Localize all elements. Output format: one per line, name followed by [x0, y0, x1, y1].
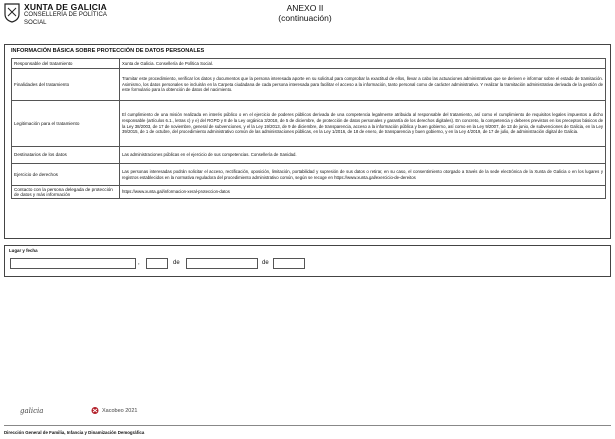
xacobeo-text: Xacobeo 2021 — [102, 407, 138, 414]
row-value: Las personas interesadas podrán solicitar el acceso, rectificación, oposición, limitación, portabilidad y supresión de sus datos o retirar, en su caso, el consentimiento otorgado a través de la sede electrónica de la Xunta de Galicia o en los lugares y registros establecidos en la normativa reguladora del procedimiento administrativo común, según se recoge en https://www.xunta.gal/exercicio-de-dereitos — [120, 164, 606, 186]
data-protection-panel — [4, 44, 611, 239]
row-label: Contacto con la persona delegada de protección de datos y más información — [12, 186, 120, 199]
place-input[interactable] — [10, 258, 136, 269]
xunta-shield-icon — [4, 3, 20, 23]
footer-logos — [0, 403, 615, 423]
row-value: El cumplimiento de una misión realizada en interés público o en el ejercicio de poderes públicos derivada de una competencia legalmente atribuida al responsable del tratamiento, así como el cumplimiento de requisitos legales impuestos a dicho responsable (artículos 6.1., letras c) y e) del RGPD y 8 de la Ley orgánica 3/2018, de 5 de diciembre, de protección de datos personales y garantía de los derechos digitales). En concreto, la competencia y deberes previstos en los preceptos básicos de la Ley 38/2003, de 17 de noviembre, general de subvenciones, y el la Ley 19/2013, de 9 de diciembre, de transparencia, acceso a la información pública y buen gobierno, así como en la Ley 9/2007, de 13 de junio, de subvenciones de Galicia, en la Ley 39/2015, de 1 de octubre, del procedimiento administrativo común de las administraciones públicas, en la Ley 1/2016, de 18 de enero, de transparencia y buen gobierno, y en la Ley 4/2019, de 17 de julio, de administración digital de Galicia. — [120, 101, 606, 147]
row-value: Las administraciones públicas en el ejercicio de sus competencias. Consellería de Sanidad. — [120, 147, 606, 164]
de-label-2: de — [262, 260, 269, 266]
row-value: Tramitar este procedimiento, verificar los datos y documentos que la persona interesada aporte en su solicitud para comprobar la exactitud de ellos, llevar a cabo las actuaciones administrativas que se deriven e informar sobre el estado de tramitación. Asimismo, los datos personales se incluirán en la Carpeta ciudadana de cada persona interesada para facilitar el acceso a la información, tanto personal como de carácter administrativo. Y realizar la tramitación administrativa derivada de la gestión de este formulario para la obtención de datos del nacimiento. — [120, 69, 606, 101]
day-input[interactable] — [146, 258, 168, 269]
year-input[interactable] — [273, 258, 305, 269]
footer-department: Dirección General de Familia, Infancia y Dinamización Demográfica — [4, 430, 145, 435]
footer-divider — [4, 425, 611, 426]
de-label-1: de — [173, 260, 180, 266]
annex-subtitle: (continuación) — [278, 13, 332, 23]
row-label: Legitimación para el tratamiento — [12, 101, 120, 147]
row-label: Responsable del tratamiento — [12, 59, 120, 69]
org-subtitle-2: SOCIAL — [24, 19, 47, 26]
org-subtitle-1: CONSELLERÍA DE POLÍTICA — [24, 12, 107, 18]
place-date-section — [4, 245, 611, 277]
table-row — [12, 147, 606, 164]
comma-separator: , — [138, 260, 140, 266]
xunta-logo — [4, 2, 107, 27]
place-date-label: Lugar y fecha — [9, 248, 38, 253]
page-header — [0, 0, 615, 42]
table-row — [12, 164, 606, 186]
row-label: Finalidades del tratamiento — [12, 69, 120, 101]
table-row — [12, 69, 606, 101]
table-row — [12, 59, 606, 69]
xacobeo-logo — [91, 406, 137, 415]
org-title: XUNTA DE GALICIA — [24, 2, 108, 12]
xacobeo-icon — [91, 406, 99, 415]
table-row — [12, 186, 606, 199]
annex-heading — [270, 3, 340, 23]
row-value: Xunta de Galicia. Consellería de Política Social. — [120, 59, 606, 69]
month-input[interactable] — [186, 258, 258, 269]
annex-title: ANEXO II — [286, 3, 324, 13]
table-row — [12, 101, 606, 147]
row-label: Destinatarios de los datos — [12, 147, 120, 164]
row-label: Ejercicio de derechos — [12, 164, 120, 186]
data-protection-table — [11, 58, 606, 199]
data-protection-title: INFORMACIÓN BÁSICA SOBRE PROTECCIÓN DE DATOS PERSONALES — [11, 48, 205, 54]
row-value: https://www.xunta.gal/informacion-xeral-proteccion-datos — [120, 186, 606, 199]
galicia-logo: galicia — [20, 407, 44, 415]
